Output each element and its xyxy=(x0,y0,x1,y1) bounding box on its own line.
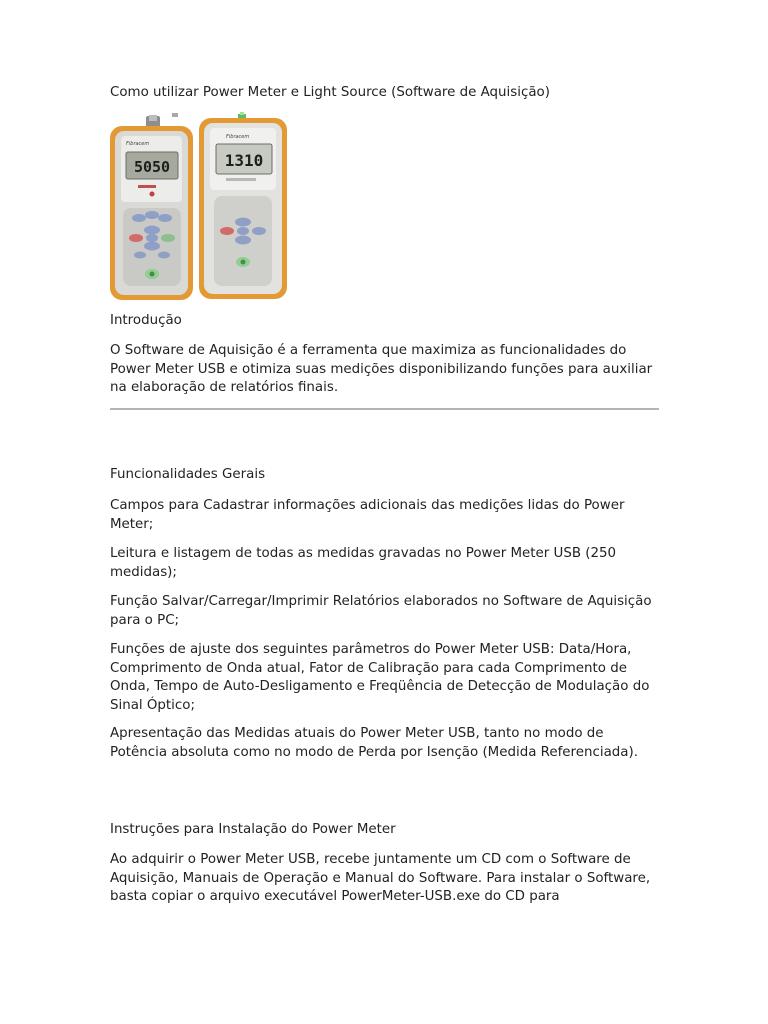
feature-item: Leitura e listagem de todas as medidas gravadas no Power Meter USB (250 medidas); xyxy=(110,546,617,580)
intro-paragraph: O Software de Aquisição é a ferramenta que maximiza as funcionalidades do Power Meter USB e otimiza suas medições disponibilizando funções para auxiliar na elaboração de relatórios finais. xyxy=(110,343,653,395)
feature-item: Apresentação das Medidas atuais do Power Meter USB, tanto no modo de Potência absoluta como no modo de Perda por Isenção (Medida Referenciada). xyxy=(110,726,638,760)
power-meter-device xyxy=(110,113,193,300)
horizontal-rule xyxy=(110,408,659,410)
svg-text:Fibracem: Fibracem xyxy=(226,134,250,140)
feature-item: Campos para Cadastrar informações adicionais das medições lidas do Power Meter; xyxy=(110,498,625,532)
light-source-device xyxy=(199,112,287,299)
svg-text:Fibracem: Fibracem xyxy=(126,141,150,147)
lcd-reading: 1310 xyxy=(224,151,264,170)
install-paragraph: Ao adquirir o Power Meter USB, recebe juntamente um CD com o Software de Aquisição, Manuais de Operação e Manual do Software. Para instalar o Software, basta copiar o arquivo executável PowerMeter-USB.exe do CD para xyxy=(110,852,651,904)
install-heading: Instruções para Instalação do Power Meter xyxy=(110,822,396,837)
document-title: Como utilizar Power Meter e Light Source (Software de Aquisição) xyxy=(110,85,550,100)
intro-heading: Introdução xyxy=(110,313,182,328)
feature-item: Função Salvar/Carregar/Imprimir Relatórios elaborados no Software de Aquisição para o PC; xyxy=(110,594,652,628)
feature-item: Funções de ajuste dos seguintes parâmetros do Power Meter USB: Data/Hora, Comprimento de Onda atual, Fator de Calibração para cada Comprimento de Onda, Tempo de Auto-Desligamento e Freqüência de Detecção de Modulação do Sinal Óptico; xyxy=(110,642,650,713)
lcd-reading: 5050 xyxy=(133,158,171,176)
features-heading: Funcionalidades Gerais xyxy=(110,467,266,482)
devices-photo xyxy=(108,112,294,302)
